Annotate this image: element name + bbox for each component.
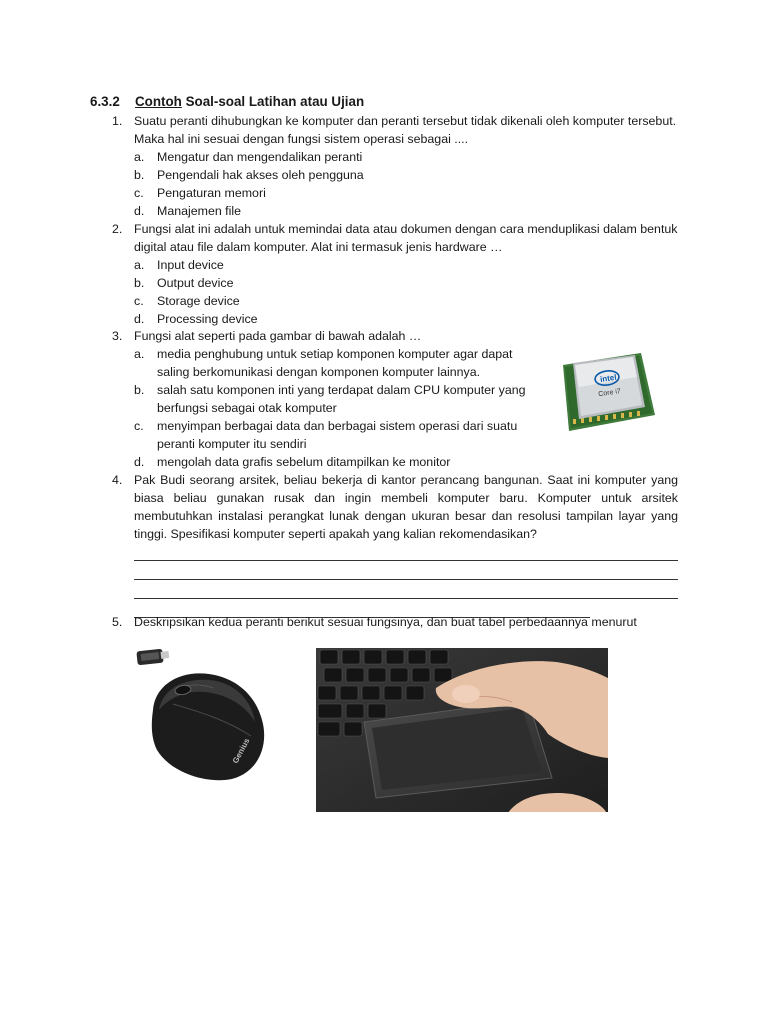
option-d [134,453,657,471]
option-a [134,148,678,166]
option-text: salah satu komponen inti yang terdapat dalam CPU komputer yang berfungsi sebagai otak komputer [157,383,526,415]
question-text: Deskripsikan kedua peranti berikut sesuai fungsinya, dan buat tabel perbedaannya menurut [134,615,637,629]
question-1 [112,112,678,220]
answer-lines [134,543,678,618]
question-text: Suatu peranti dihubungkan ke komputer dan peranti tersebut tidak dikenali oleh komputer tersebut. Maka hal ini sesuai dengan fungsi sistem operasi sebagai .... [134,114,677,146]
cpu-model: Core i7 [597,388,622,399]
option-b [134,166,678,184]
option-text: media penghubung untuk setiap komponen komputer agar dapat saling berkomunikasi dengan komponen komputer lainnya. [157,347,513,379]
option-text: Output device [157,276,234,290]
cpu-brand: intel [599,372,618,384]
option-letter: a. [134,150,145,164]
question-2 [112,220,678,328]
section-title-underlined: Contoh [135,94,182,109]
section-number: 6.3.2 [90,94,120,109]
option-text: Input device [157,258,224,272]
option-text: Pengaturan memori [157,186,266,200]
option-d [134,202,678,220]
option-letter: a. [134,347,145,361]
option-letter: d. [134,455,145,469]
question-number: 5. [112,615,123,629]
option-a [134,256,678,274]
option-letter: b. [134,276,145,290]
question-4 [112,471,678,619]
question-5 [112,613,678,631]
option-text: mengolah data grafis sebelum ditampilkan ke monitor [157,455,451,469]
option-letter: b. [134,168,145,182]
option-c [134,292,678,310]
question-text: Pak Budi seorang arsitek, beliau bekerja di kantor perancang bangunan. Saat ini komputer yang biasa beliau gunakan rusak dan ingin membeli komputer baru. Komputer untuk arsitek membutuhkan instalasi perangkat lunak dengan ukuran besar dan resolusi tampilan layar yang tinggi. Spesifikasi komputer seperti apakah yang kalian rekomendasikan? [134,473,678,541]
section-title: Soal-soal Latihan atau Ujian [181,94,365,109]
option-b [134,274,678,292]
option-letter: a. [134,258,145,272]
question-number: 1. [112,114,123,128]
answer-line[interactable] [134,581,678,599]
option-letter: c. [134,186,144,200]
option-text: Storage device [157,294,240,308]
question-number: 3. [112,329,123,343]
mouse-brand-logo: Genius [230,736,252,765]
option-letter: c. [134,419,144,433]
option-text: Processing device [157,312,258,326]
option-d [134,310,678,328]
question-text: Fungsi alat seperti pada gambar di bawah adalah … [134,329,422,343]
answer-line[interactable] [134,562,678,580]
option-letter: d. [134,312,145,326]
wireless-mouse-image [133,644,275,786]
option-text: Manajemen file [157,204,242,218]
option-letter: c. [134,294,144,308]
option-text: menyimpan berbagai data dan berbagai sistem operasi dari suatu peranti komputer itu sendiri [157,419,518,451]
option-letter: d. [134,204,145,218]
section-heading [90,93,364,111]
option-text: Mengatur dan mengendalikan peranti [157,150,363,164]
answer-line[interactable] [134,543,678,561]
option-c [134,184,678,202]
option-c [134,417,542,453]
cpu-processor-image [551,347,657,435]
question-number: 4. [112,473,123,487]
option-letter: b. [134,383,145,397]
option-a [134,345,542,381]
option-b [134,381,542,417]
question-text: Fungsi alat ini adalah untuk memindai data atau dokumen dengan cara menduplikasi dalam bentuk digital atau file dalam komputer. Alat ini termasuk jenis hardware … [134,222,678,254]
option-text: Pengendali hak akses oleh pengguna [157,168,364,182]
question-number: 2. [112,222,123,236]
laptop-touchpad-image [316,648,608,818]
